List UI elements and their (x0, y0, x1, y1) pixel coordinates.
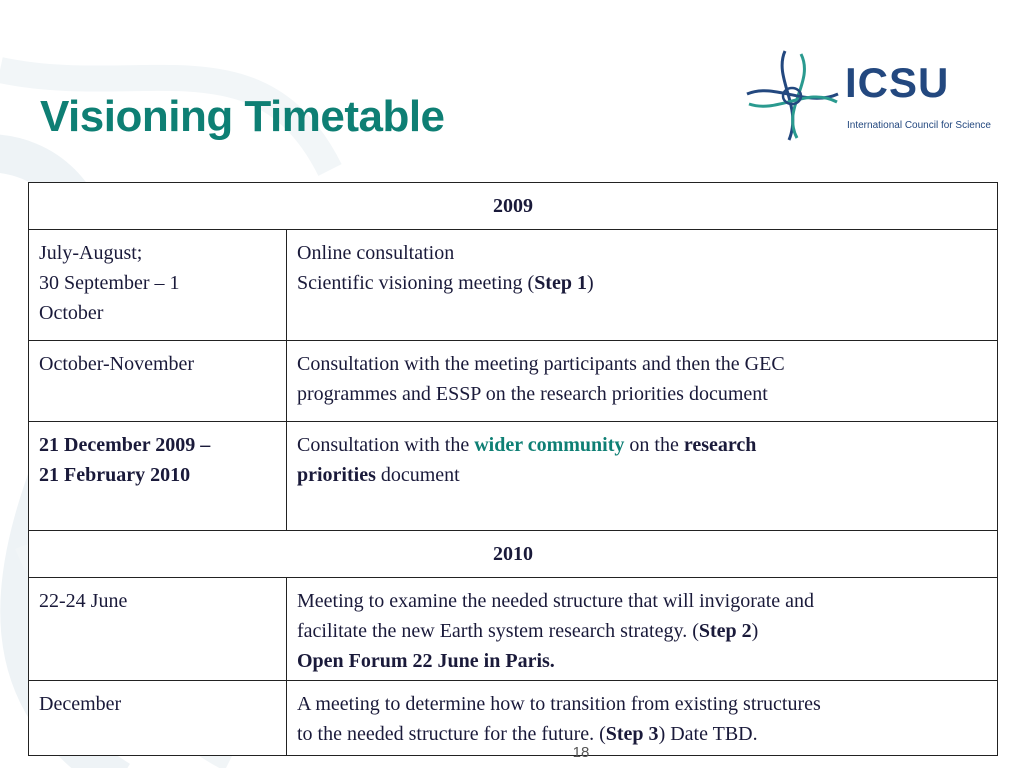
date-line: July-August; (39, 242, 143, 264)
description-text: ) (586, 272, 594, 294)
description-line: programmes and ESSP on the research priorities document (297, 383, 768, 405)
description-cell (287, 341, 998, 422)
year-heading-2009: 2009 (29, 183, 998, 230)
description-line (297, 268, 987, 298)
description-text: ) Date TBD. (658, 723, 758, 745)
description-text: Consultation with the (297, 434, 475, 456)
step-label: Step 3 (605, 723, 659, 745)
year-row-2010 (29, 531, 998, 578)
date-line: 30 September – 1 (39, 272, 180, 294)
year-row-2009 (29, 183, 998, 230)
table-row (29, 341, 998, 422)
highlight-text: wider community (474, 434, 625, 456)
description-line (297, 460, 987, 490)
icsu-logo (745, 48, 1020, 143)
logo-wordmark: ICSU (845, 59, 950, 106)
description-line (297, 616, 987, 646)
emphasis-text: priorities (297, 464, 376, 486)
logo-subtitle: International Council for Science (847, 120, 991, 131)
table-row (29, 681, 998, 756)
page-number: 18 (572, 744, 590, 761)
date-line: October-November (39, 353, 195, 375)
description-text: facilitate the new Earth system research strategy. ( (297, 620, 699, 642)
date-cell (29, 422, 287, 531)
date-line: October (39, 302, 104, 324)
description-cell (287, 681, 998, 756)
description-cell (287, 230, 998, 341)
step-label: Step 2 (698, 620, 752, 642)
description-line: Online consultation (297, 242, 455, 264)
timetable (28, 182, 998, 756)
description-text: document (375, 464, 460, 486)
description-line: Meeting to examine the needed structure that will invigorate and (297, 590, 815, 612)
description-text: Scientific visioning meeting ( (297, 272, 535, 294)
date-cell (29, 681, 287, 756)
description-cell (287, 422, 998, 531)
emphasis-text: research (683, 434, 757, 456)
date-line: December (39, 693, 122, 715)
date-line: 21 February 2010 (39, 464, 191, 486)
date-line: 22-24 June (39, 590, 128, 612)
table-row (29, 230, 998, 341)
description-cell (287, 578, 998, 681)
description-line: Consultation with the meeting participants and then the GEC (297, 353, 785, 375)
table-row (29, 422, 998, 531)
description-text: on the (624, 434, 684, 456)
description-text: to the needed structure for the future. ( (297, 723, 606, 745)
step-label: Step 1 (534, 272, 587, 294)
description-line (297, 430, 987, 460)
date-cell (29, 230, 287, 341)
date-cell (29, 341, 287, 422)
description-text: ) (751, 620, 759, 642)
slide-title: Visioning Timetable (40, 92, 445, 141)
date-cell (29, 578, 287, 681)
description-line: A meeting to determine how to transition from existing structures (297, 693, 821, 715)
open-forum-line: Open Forum 22 June in Paris. (297, 650, 555, 672)
description-line (297, 719, 987, 749)
date-line: 21 December 2009 – (39, 434, 211, 456)
table-row (29, 578, 998, 681)
year-heading-2010: 2010 (29, 531, 998, 578)
icsu-emblem-icon (745, 48, 840, 143)
